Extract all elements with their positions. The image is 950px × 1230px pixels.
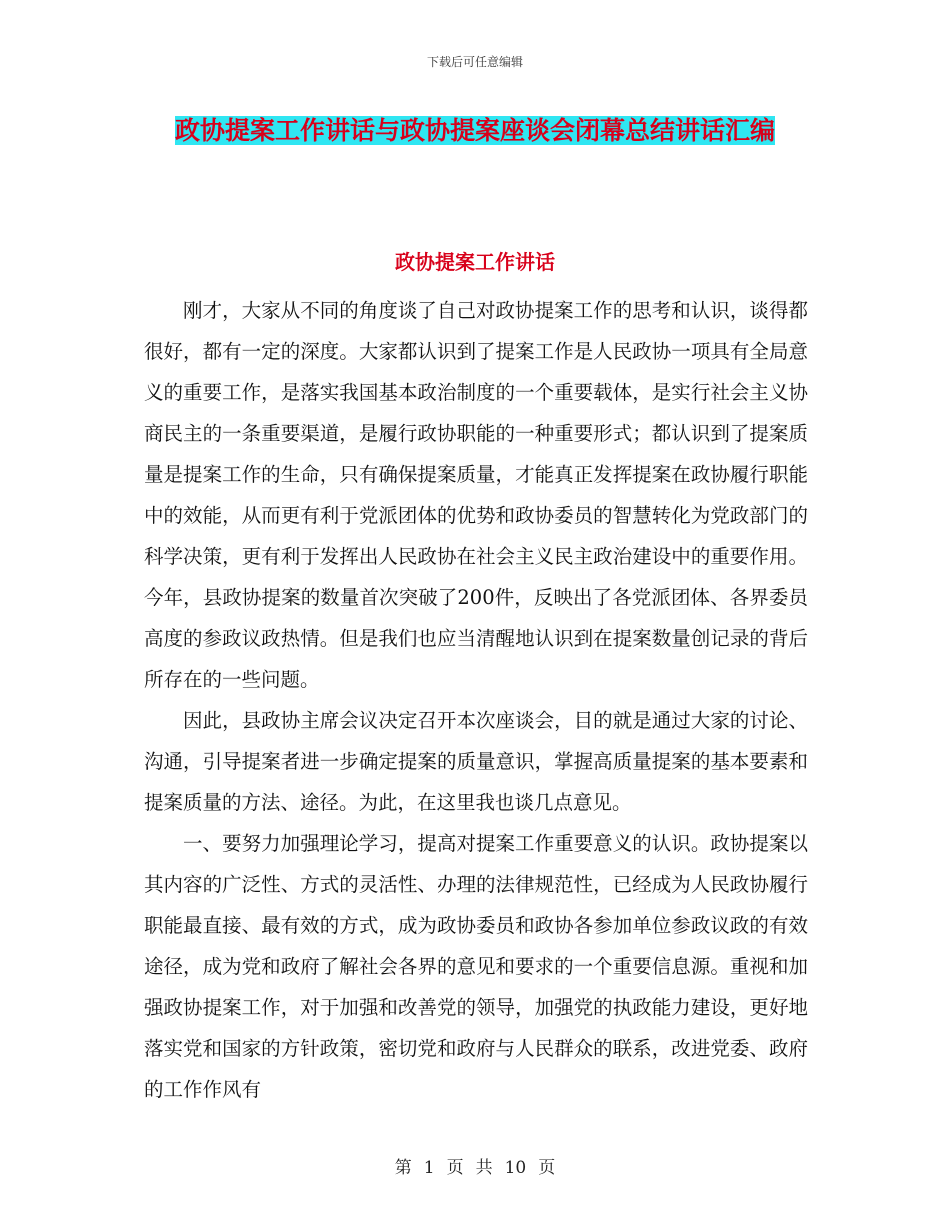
- page-footer: [0, 1153, 950, 1178]
- footer-total-pages: 10: [504, 1158, 527, 1178]
- paragraph-2: 因此，县政协主席会议决定召开本次座谈会，目的就是通过大家的讨论、沟通，引导提案者进一步确定提案的质量意识，掌握高质量提案的基本要素和提案质量的方法、途径。为此，在这里我也谈几点意见。: [144, 709, 808, 814]
- footer-label-total: 共: [475, 1158, 493, 1178]
- paragraph-3: 一、要努力加强理论学习，提高对提案工作重要意义的认识。政协提案以其内容的广泛性、方式的灵活性、办理的法律规范性，已经成为人民政协履行职能最直接、最有效的方式，成为政协委员和政协各参加单位参政议政的有效途径，成为党和政府了解社会各界的意见和要求的一个重要信息源。重视和加强政协提案工作，对于加强和改善党的领导，加强党的执政能力建设，更好地落实党和国家的方针政策，密切党和政府与人民群众的联系，改进党委、政府的工作作风有: [144, 832, 808, 1101]
- footer-label-page: 第: [394, 1158, 412, 1178]
- section-title: 政协提案工作讲话: [395, 250, 555, 274]
- footer-label-unit: 页: [446, 1158, 464, 1178]
- footer-label-unit2: 页: [538, 1158, 556, 1178]
- document-title: [140, 108, 810, 154]
- page-header-note: 下载后可任意编辑: [426, 55, 523, 69]
- paragraph-1: 刚才，大家从不同的角度谈了自己对政协提案工作的思考和认识，谈得都很好，都有一定的深度。大家都认识到了提案工作是人民政协一项具有全局意义的重要工作，是落实我国基本政治制度的一个重要载体，是实行社会主义协商民主的一条重要渠道，是履行政协职能的一种重要形式；都认识到了提案质量是提案工作的生命，只有确保提案质量，才能真正发挥提案在政协履行职能中的效能，从而更有利于党派团体的优势和政协委员的智慧转化为党政部门的科学决策，更有利于发挥出人民政协在社会主义民主政治建设中的重要作用。今年，县政协提案的数量首次突破了200件，反映出了各党派团体、各界委员高度的参政议政热情。但是我们也应当清醒地认识到在提案数量创记录的背后所存在的一些问题。: [144, 299, 808, 691]
- document-title-text: 政协提案工作讲话与政协提案座谈会闭幕总结讲话汇编: [174, 116, 775, 145]
- document-body: [144, 290, 808, 1110]
- footer-current-page: 1: [423, 1158, 435, 1178]
